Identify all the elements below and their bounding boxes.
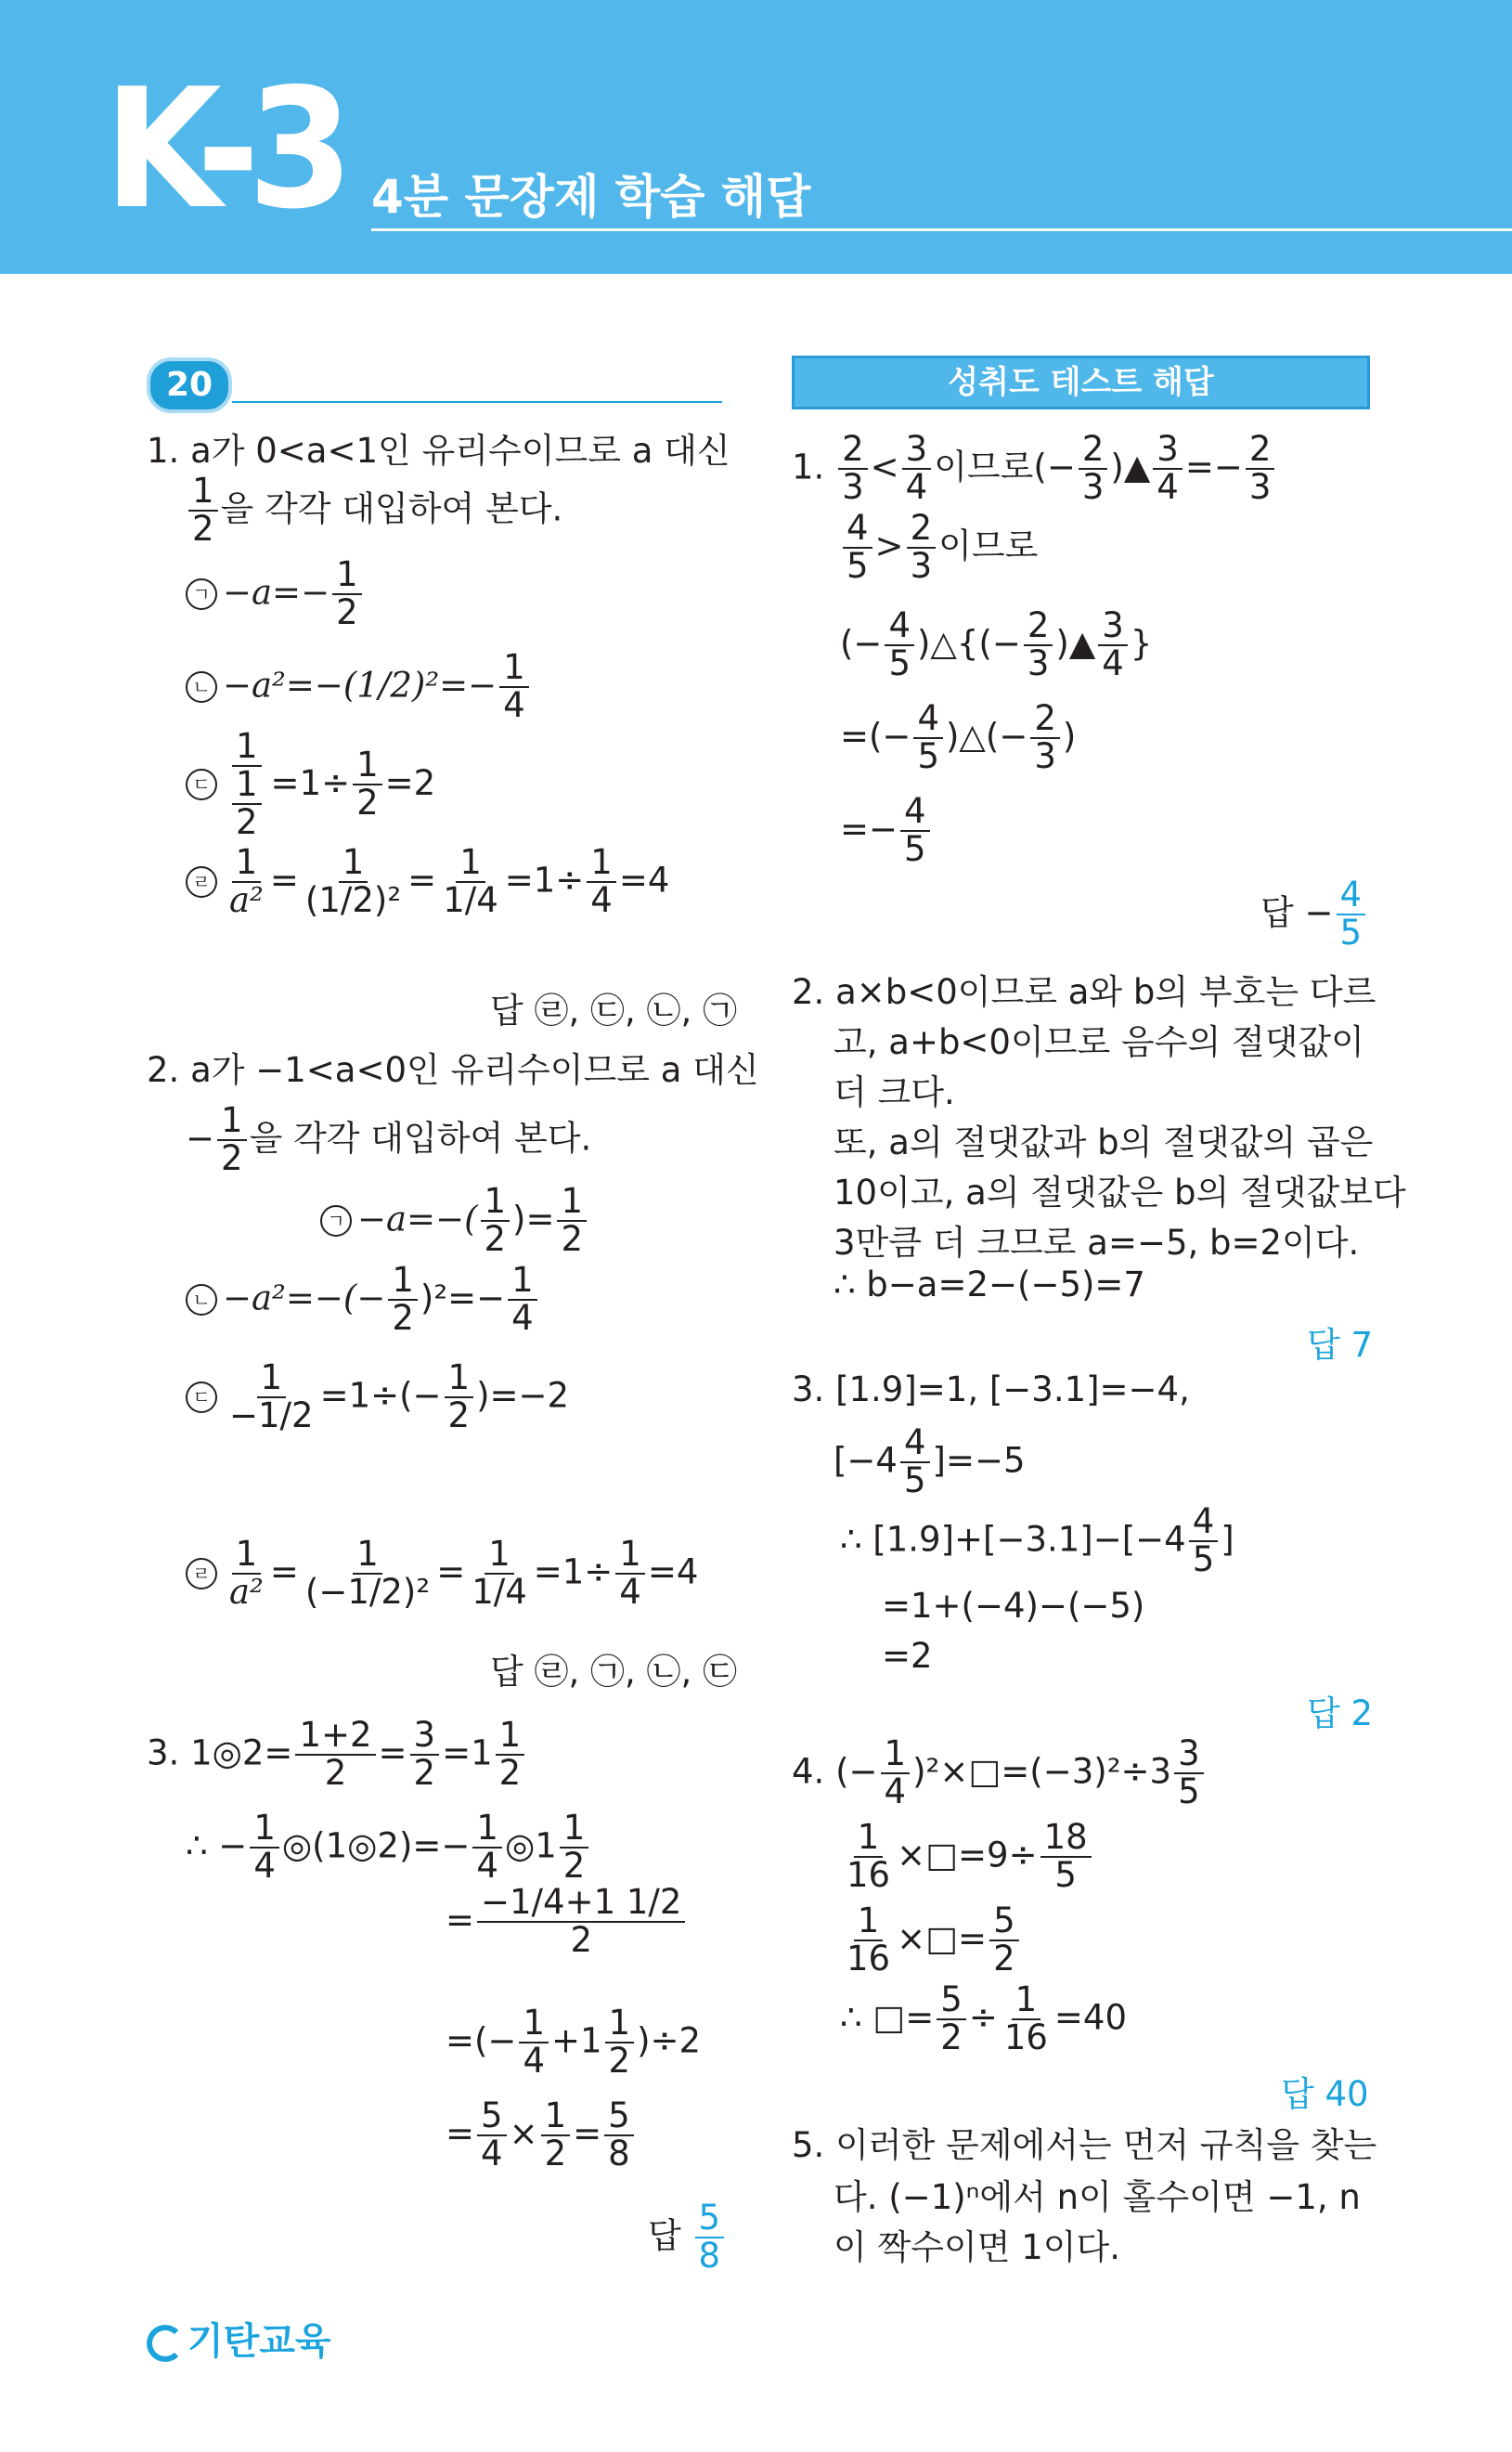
q5-line1: 5. 이러한 문제에서는 먼저 규칙을 찾는 xyxy=(792,2125,1377,2165)
brand-logo: K-3 xyxy=(104,53,342,245)
p2-intro-line2: − $\frac{1}{2}$ 을 각각 대입하여 본다. xyxy=(186,1100,592,1178)
q3-line5: =2 xyxy=(882,1636,933,1676)
p2-case-d: ㄹ $\frac{1}{\text{a²}}$ = $\frac{1}{\text{(−1/2)²}}$ = $\frac{1}{1/4}$ =1÷ $\frac{1}{4}$ =4 xyxy=(186,1537,698,1611)
p1-case-b: ㄴ −a²=−(1/2)²=− $\frac{1}{4}$ xyxy=(186,650,532,724)
q3-line2: [−4 $\frac{4}{5}$ ]=−5 xyxy=(834,1422,1026,1500)
q4-answer: 답 40 xyxy=(1281,2074,1369,2114)
p3-line5: = $\frac{5}{4}$ × $\frac{1}{2}$ = $\frac{5}{8}$ xyxy=(446,2098,637,2173)
section-divider xyxy=(232,401,722,403)
q4-line1: 4. (− $\frac{1}{4}$ )²×□=(−3)²÷3 $\frac{3}{5}$ xyxy=(792,1736,1207,1810)
q2-answer: 답 7 xyxy=(1307,1325,1374,1365)
p1-intro-line1: 1. a가 0<a<1인 유리수이므로 a 대신 xyxy=(147,431,730,471)
page-subtitle: 4분 문장제 학습 해답 xyxy=(371,170,811,224)
q3-answer: 답 2 xyxy=(1307,1693,1374,1733)
q2-line7: ∴ b−a=2−(−5)=7 xyxy=(834,1265,1145,1304)
q5-line2: 다. (−1)ⁿ에서 n이 홀수이면 −1, n xyxy=(834,2177,1361,2217)
p3-line1: 3. 1◎2= $\frac{1+2}{2}$ = $\frac{3}{2}$ =1 $\frac{1}{2}$ xyxy=(147,1718,527,1792)
q3-line4: =1+(−4)−(−5) xyxy=(882,1586,1145,1626)
p2-intro-line1: 2. a가 −1<a<0인 유리수이므로 a 대신 xyxy=(147,1050,759,1090)
p2-case-a: ㄱ −a=−( $\frac{1}{2}$ )= $\frac{1}{2}$ xyxy=(320,1184,589,1258)
q5-line3: 이 짝수이면 1이다. xyxy=(834,2227,1121,2267)
p3-answer: 답 $\frac{5}{8}$ xyxy=(648,2200,727,2275)
q2-line5: 10이고, a의 절댓값은 b의 절댓값보다 xyxy=(834,1173,1406,1213)
header-divider xyxy=(371,228,1512,231)
q1-line3: (− $\frac{4}{5}$ )△{(− $\frac{2}{3}$ )▲ $\frac{3}{4}$ } xyxy=(840,605,1153,683)
q1-answer: 답 − $\frac{4}{5}$ xyxy=(1260,877,1368,952)
q1-line4: =(− $\frac{4}{5}$ )△(− $\frac{2}{3}$ ) xyxy=(840,698,1077,776)
p1-case-a: ㄱ −a=− $\frac{1}{2}$ xyxy=(186,557,365,631)
p1-answer: 답 ㉣, ㉢, ㉡, ㉠ xyxy=(490,991,738,1031)
p1-case-d: ㄹ $\frac{1}{\text{a²}}$ = $\frac{1}{\text{(1/2)²}}$ = $\frac{1}{1/4}$ =1÷ $\frac{1}{4}$ =4 xyxy=(186,845,669,919)
p2-answer: 답 ㉣, ㉠, ㉡, ㉢ xyxy=(490,1652,738,1692)
q2-line6: 3만큼 더 크므로 a=−5, b=2이다. xyxy=(834,1223,1360,1263)
q2-line4: 또, a의 절댓값과 b의 절댓값의 곱은 xyxy=(834,1122,1374,1162)
q1-line5: =− $\frac{4}{5}$ xyxy=(840,794,933,868)
g-logo-icon xyxy=(147,2325,184,2362)
page-header xyxy=(0,0,1512,274)
p3-line4: =(− $\frac{1}{4}$ +1 $\frac{1}{2}$ )÷2 xyxy=(446,2003,702,2081)
p1-intro-line2: $\frac{1}{2}$ 을 각각 대입하여 본다. xyxy=(186,474,562,548)
q4-line2: $\frac{1}{16}$ ×□=9÷ $\frac{18}{5}$ xyxy=(840,1820,1094,1894)
p1-case-c: ㄷ $\frac{1}{\frac{1}{2}}$ =1÷ $\frac{1}{2}$ =2 xyxy=(186,729,435,841)
q1-line1: 1. $\frac{2}{3}$ < $\frac{3}{4}$ 이므로(− $\frac{2}{3}$ )▲ $\frac{3}{4}$ =− $\frac{2}{3}$ xyxy=(792,432,1277,506)
p3-line3: = $\frac{-1/4+1 1/2}{2}$ xyxy=(446,1885,688,1959)
q2-line1: 2. a×b<0이므로 a와 b의 부호는 다르 xyxy=(792,972,1376,1012)
p2-case-c: ㄷ $\frac{1}{-1/2}$ =1÷(− $\frac{1}{2}$ )=−2 xyxy=(186,1360,569,1434)
p3-line2: ∴ − $\frac{1}{4}$ ◎(1◎2)=− $\frac{1}{4}$ ◎1 $\frac{1}{2}$ xyxy=(186,1810,591,1885)
q2-line3: 더 크다. xyxy=(834,1072,955,1112)
q4-line4: ∴ □= $\frac{5}{2}$ ÷ $\frac{1}{16}$ =40 xyxy=(840,1979,1128,2057)
p2-case-b: ㄴ −a²=−(− $\frac{1}{2}$ )²=− $\frac{1}{4}$ xyxy=(186,1263,540,1337)
q2-line2: 고, a+b<0이므로 음수의 절댓값이 xyxy=(834,1022,1364,1062)
q3-line3: ∴ [1.9]+[−3.1]−[−4 $\frac{4}{5}$ ] xyxy=(840,1501,1234,1579)
section-badge: 20 xyxy=(147,357,232,413)
q4-line3: $\frac{1}{16}$ ×□= $\frac{5}{2}$ xyxy=(840,1903,1022,1978)
publisher-logo: 기탄교육 xyxy=(147,2312,331,2365)
q1-line2: $\frac{4}{5}$ > $\frac{2}{3}$ 이므로 xyxy=(840,511,1038,585)
achievement-test-title: 성취도 테스트 해답 xyxy=(792,356,1370,409)
q3-line1: 3. [1.9]=1, [−3.1]=−4, xyxy=(792,1369,1190,1409)
